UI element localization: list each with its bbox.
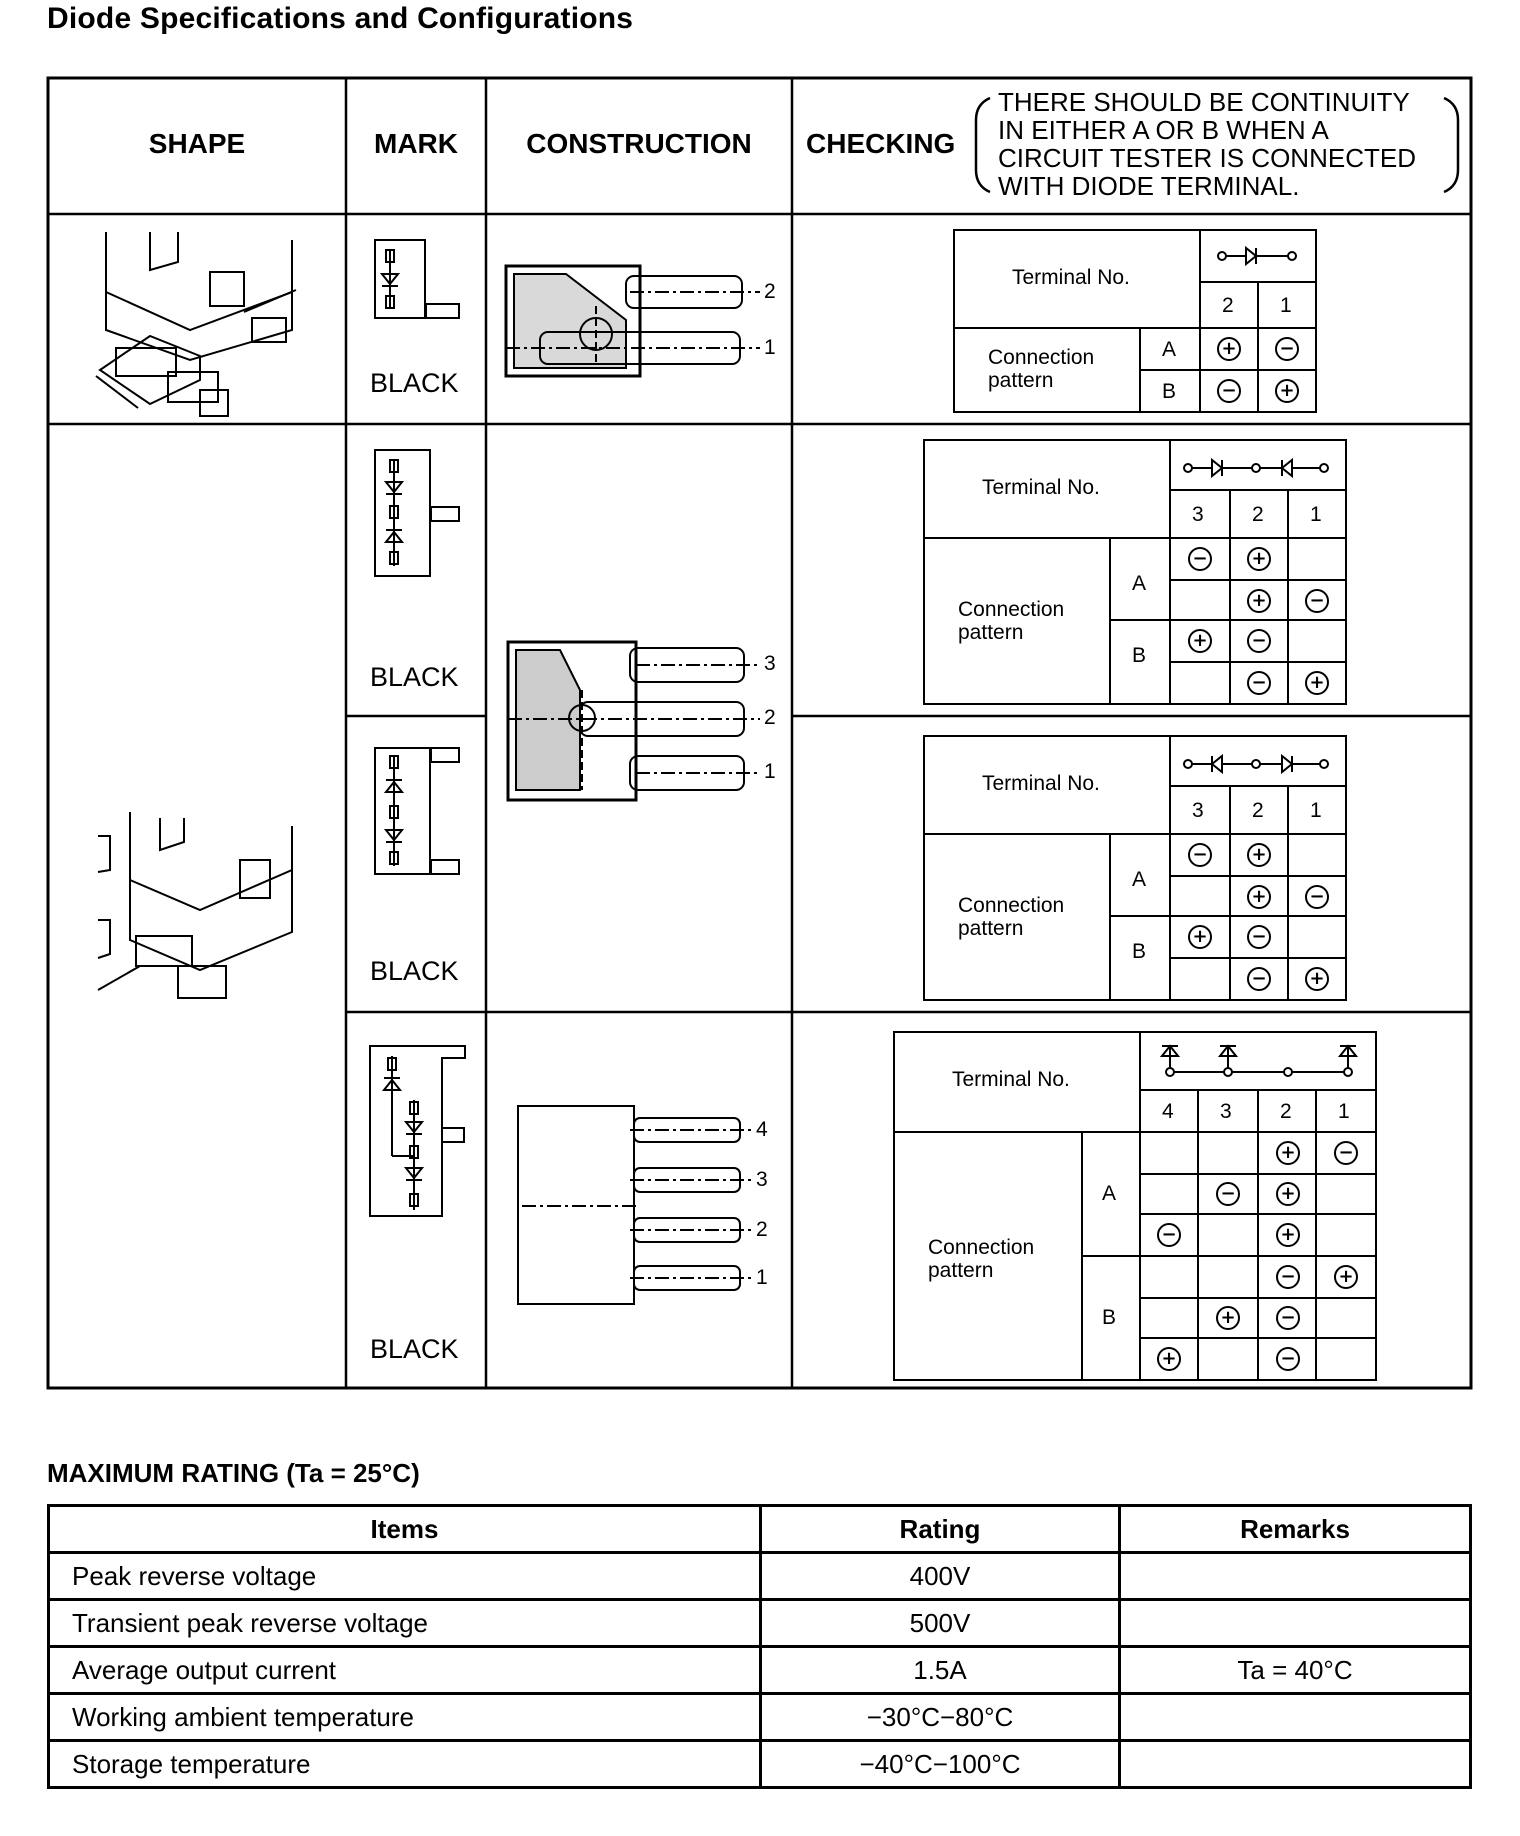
terminal-number: 1 — [1310, 503, 1322, 526]
table-row — [49, 1600, 1471, 1647]
polarity-mark: − — [1247, 671, 1271, 695]
polarity-mark: − — [1276, 1306, 1300, 1330]
rating-item: Peak reverse voltage — [49, 1553, 761, 1600]
terminal-number: 3 — [1192, 799, 1204, 822]
column-header-remarks: Remarks — [1120, 1506, 1471, 1553]
construction-pin-label: 3 — [756, 1168, 768, 1191]
construction-pin-label: 2 — [764, 280, 776, 303]
construction-pin-label: 4 — [756, 1118, 768, 1141]
polarity-mark: + — [1276, 1141, 1300, 1165]
polarity-mark: + — [1276, 1182, 1300, 1206]
polarity-mark: − — [1247, 629, 1271, 653]
terminal-number: 1 — [1310, 799, 1322, 822]
header-construction: CONSTRUCTION — [526, 128, 752, 159]
connection-pattern-label: Connection pattern — [988, 346, 1095, 392]
polarity-mark: + — [1188, 925, 1212, 949]
mark-color-label: BLACK — [370, 1334, 459, 1364]
terminal-number: 1 — [1338, 1100, 1350, 1123]
polarity-mark: − — [1216, 1182, 1240, 1206]
pattern-b-label: B — [1162, 380, 1177, 403]
rating-item: Average output current — [49, 1647, 761, 1694]
rating-value: 400V — [761, 1553, 1120, 1600]
polarity-mark: − — [1188, 547, 1212, 571]
rating-item: Working ambient temperature — [49, 1694, 761, 1741]
mark-color-label: BLACK — [370, 662, 459, 692]
rating-value: 1.5A — [761, 1647, 1120, 1694]
connection-pattern-label: Connection pattern — [958, 598, 1065, 644]
pattern-b-label: B — [1132, 940, 1147, 963]
terminal-number: 2 — [1252, 503, 1264, 526]
mark-color-label: BLACK — [370, 956, 459, 986]
polarity-mark: − — [1334, 1141, 1358, 1165]
rating-header-row — [49, 1506, 1471, 1553]
table-row — [49, 1741, 1471, 1788]
polarity-mark: + — [1247, 589, 1271, 613]
terminal-no-label: Terminal No. — [1012, 266, 1130, 289]
mark-color-label: BLACK — [370, 368, 459, 398]
polarity-mark: + — [1247, 885, 1271, 909]
polarity-mark: − — [1247, 925, 1271, 949]
terminal-no-label: Terminal No. — [982, 476, 1100, 499]
construction-pin-label: 1 — [756, 1266, 768, 1289]
terminal-no-label: Terminal No. — [952, 1068, 1070, 1091]
terminal-no-label: Terminal No. — [982, 772, 1100, 795]
terminal-number: 1 — [1280, 294, 1292, 317]
rating-remarks — [1120, 1694, 1471, 1741]
mark-symbol-3 — [375, 748, 459, 874]
polarity-mark: + — [1305, 967, 1329, 991]
pattern-a-label: A — [1132, 868, 1147, 891]
terminal-number: 2 — [1222, 294, 1234, 317]
page-title: Diode Specifications and Configurations — [47, 2, 634, 35]
rating-item: Transient peak reverse voltage — [49, 1600, 761, 1647]
pattern-b-label: B — [1102, 1306, 1117, 1329]
construction-4pin — [518, 1106, 752, 1304]
construction-2pin — [506, 266, 760, 376]
construction-pin-label: 1 — [764, 336, 776, 359]
mark-symbol-2 — [375, 450, 459, 576]
pattern-b-label: B — [1132, 644, 1147, 667]
terminal-number: 3 — [1220, 1100, 1232, 1123]
header-checking: CHECKING — [806, 128, 956, 159]
polarity-mark: + — [1276, 1223, 1300, 1247]
polarity-mark: − — [1275, 337, 1299, 361]
pattern-a-label: A — [1102, 1182, 1117, 1205]
polarity-mark: + — [1217, 337, 1241, 361]
mark-symbol-4 — [370, 1046, 465, 1216]
polarity-mark: − — [1276, 1347, 1300, 1371]
polarity-mark: + — [1157, 1347, 1181, 1371]
table-row — [49, 1553, 1471, 1600]
polarity-mark: − — [1157, 1223, 1181, 1247]
rating-remarks — [1120, 1553, 1471, 1600]
rating-item: Storage temperature — [49, 1741, 761, 1788]
header-mark: MARK — [374, 128, 458, 159]
construction-3pin — [508, 642, 760, 800]
polarity-mark: + — [1275, 379, 1299, 403]
connection-pattern-label: Connection pattern — [958, 894, 1065, 940]
polarity-mark: + — [1305, 671, 1329, 695]
rating-remarks — [1120, 1741, 1471, 1788]
polarity-mark: − — [1188, 843, 1212, 867]
table-row — [49, 1694, 1471, 1741]
shape-illustration-1 — [96, 232, 296, 416]
shape-illustration-2 — [98, 812, 292, 998]
construction-pin-label: 2 — [764, 706, 776, 729]
column-header-rating: Rating — [761, 1506, 1120, 1553]
polarity-mark: + — [1334, 1265, 1358, 1289]
polarity-mark: + — [1188, 629, 1212, 653]
polarity-mark: − — [1276, 1265, 1300, 1289]
terminal-number: 2 — [1252, 799, 1264, 822]
rating-remarks: Ta = 40°C — [1120, 1647, 1471, 1694]
rating-remarks — [1120, 1600, 1471, 1647]
pattern-a-label: A — [1132, 572, 1147, 595]
polarity-mark: − — [1217, 379, 1241, 403]
connection-pattern-label: Connection pattern — [928, 1236, 1035, 1282]
column-header-items: Items — [49, 1506, 761, 1553]
table-row — [49, 1647, 1471, 1694]
rating-value: −30°C−80°C — [761, 1694, 1120, 1741]
rating-value: −40°C−100°C — [761, 1741, 1120, 1788]
terminal-number: 4 — [1162, 1100, 1174, 1123]
polarity-mark: + — [1247, 547, 1271, 571]
polarity-mark: − — [1305, 589, 1329, 613]
construction-pin-label: 2 — [756, 1218, 768, 1241]
construction-pin-label: 1 — [764, 760, 776, 783]
terminal-number: 3 — [1192, 503, 1204, 526]
polarity-mark: + — [1247, 843, 1271, 867]
rating-value: 500V — [761, 1600, 1120, 1647]
rating-title: MAXIMUM RATING (Ta = 25°C) — [47, 1458, 420, 1488]
checking-note: THERE SHOULD BE CONTINUITY IN EITHER A OR B WHEN A CIRCUIT TESTER IS CONNECTED WITH DIODE TERMINAL. — [998, 87, 1416, 201]
rating-table — [47, 1504, 1472, 1789]
polarity-mark: − — [1305, 885, 1329, 909]
construction-pin-label: 3 — [764, 652, 776, 675]
polarity-mark: − — [1247, 967, 1271, 991]
mark-symbol-1 — [375, 240, 459, 318]
header-shape: SHAPE — [148, 128, 246, 159]
polarity-mark: + — [1216, 1306, 1240, 1330]
pattern-a-label: A — [1162, 338, 1177, 361]
terminal-number: 2 — [1280, 1100, 1292, 1123]
